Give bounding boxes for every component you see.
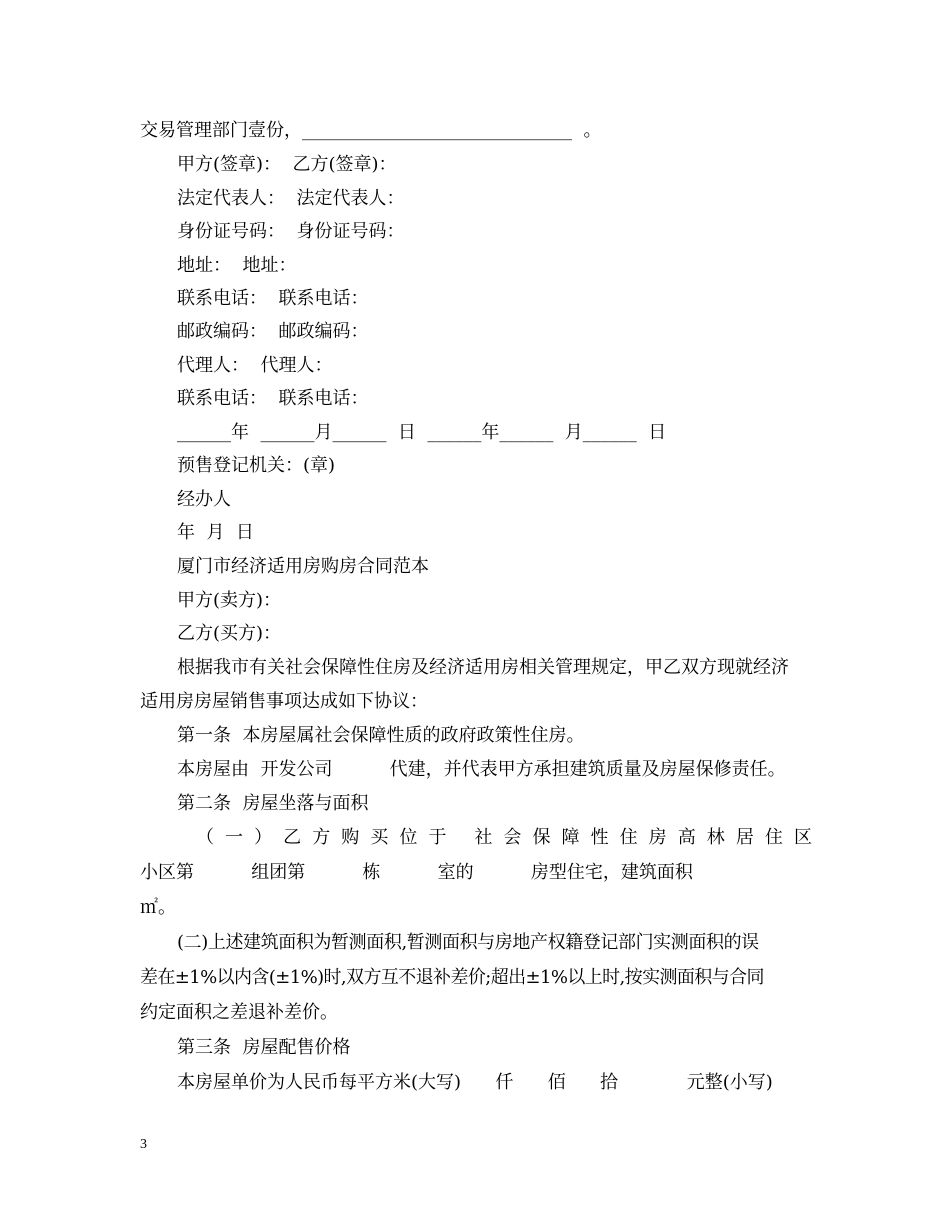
line-phone: 联系电话： 联系电话： <box>177 288 369 309</box>
line-signatures: 甲方(签章)： 乙方(签章)： <box>177 154 397 175</box>
line-area-unit: ㎡。 <box>140 897 176 918</box>
line-area-note-1: (二)上述建筑面积为暂测面积,暂测面积与房地产权籍登记部门实测面积的误 <box>177 932 759 953</box>
line-handler: 经办人 <box>177 489 231 510</box>
line-address: 地址： 地址： <box>177 255 297 276</box>
line-id-number: 身份证号码： 身份证号码： <box>177 221 405 242</box>
line-location-2: 小区第 组团第 栋 室的 房型住宅，建筑面积 <box>140 862 693 883</box>
line-developer: 本房屋由 开发公司 代建，并代表甲方承担建筑质量及房屋保修责任。 <box>177 759 786 780</box>
line-agent-phone: 联系电话： 联系电话： <box>177 388 369 409</box>
line-location-1: （一）乙方购买位于 社会保障性住房高林居住区 <box>196 827 812 848</box>
line-filing-copy: 交易管理部门壹份，______________________________ 。 <box>140 120 602 141</box>
line-date-blank: 年 月 日 <box>177 522 254 543</box>
line-area-note-3: 约定面积之差退补差价。 <box>140 1002 338 1023</box>
line-agent: 代理人： 代理人： <box>177 355 333 376</box>
line-preamble-1: 根据我市有关社会保障性住房及经济适用房相关管理规定，甲乙双方现就经济 <box>177 657 789 678</box>
line-article-2: 第二条 房屋坐落与面积 <box>177 793 369 814</box>
line-article-1: 第一条 本房屋属社会保障性质的政府政策性住房。 <box>177 725 585 746</box>
line-party-b: 乙方(买方)： <box>177 623 282 644</box>
line-article-3: 第三条 房屋配售价格 <box>177 1037 351 1058</box>
page-number: 3 <box>140 1137 147 1152</box>
line-postcode: 邮政编码： 邮政编码： <box>177 321 369 342</box>
line-party-a: 甲方(卖方)： <box>177 590 282 611</box>
line-unit-price: 本房屋单价为人民币每平方米(大写) 仟 佰 拾 元整(小写) <box>177 1072 773 1093</box>
line-dates: ______年 ______月______ 日 ______年______ 月______ 日 <box>177 422 667 443</box>
line-area-note-2: 差在±1%以内含(±1%)时,双方互不退补差价;超出±1%以上时,按实测面积与合同 <box>140 967 764 988</box>
line-legal-rep: 法定代表人： 法定代表人： <box>177 188 405 209</box>
line-registration-office: 预售登记机关：(章) <box>177 455 336 476</box>
line-preamble-2: 适用房房屋销售事项达成如下协议： <box>140 691 428 712</box>
document-title: 厦门市经济适用房购房合同范本 <box>177 556 429 577</box>
